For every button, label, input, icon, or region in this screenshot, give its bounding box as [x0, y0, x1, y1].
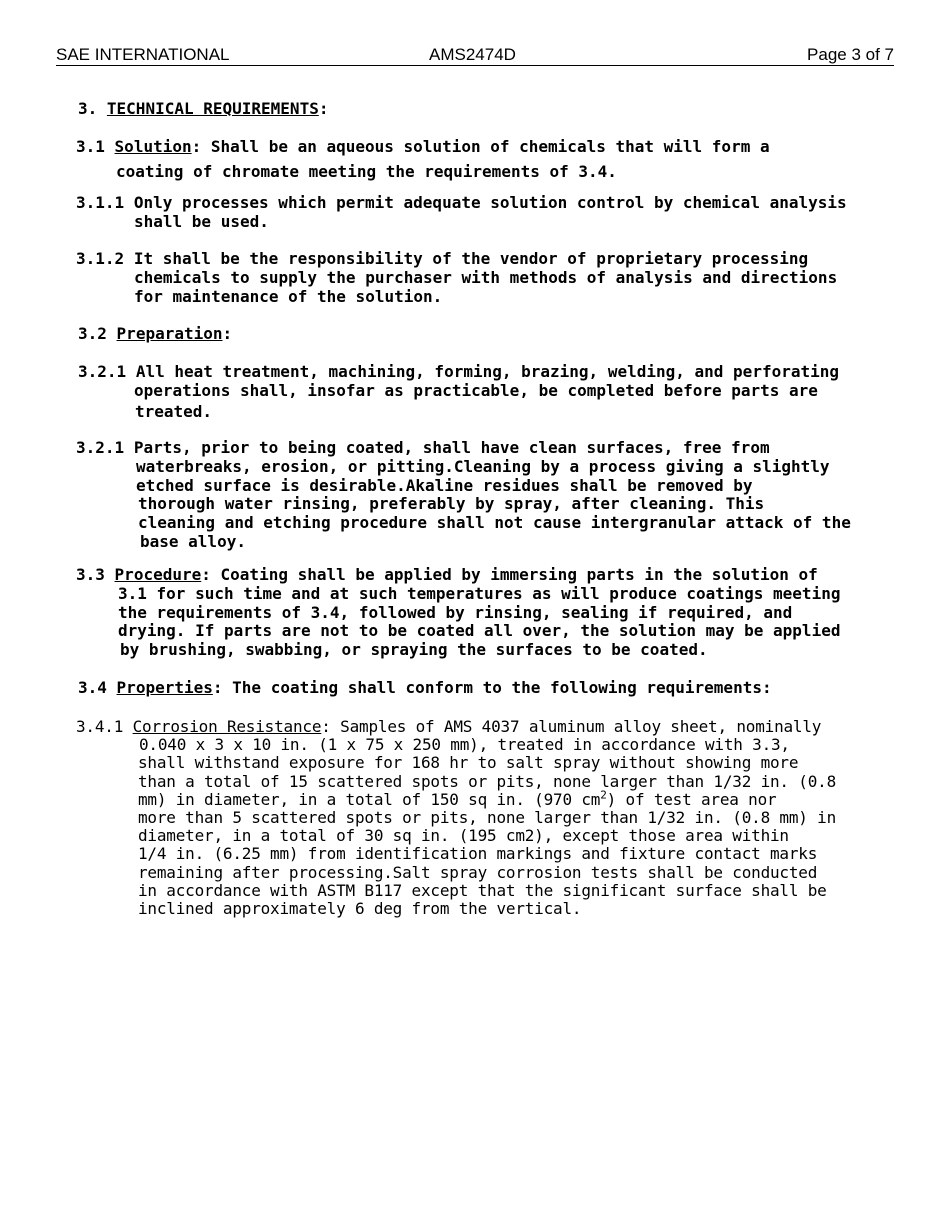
- paragraph-line: than a total of 15 scattered spots or pits, none larger than 1/32 in. (0.8: [138, 771, 837, 791]
- paragraph-line: in accordance with ASTM B117 except that the significant surface shall be: [138, 880, 827, 900]
- section-3-2-1-cleaning: [76, 439, 851, 552]
- paragraph-line: more than 5 scattered spots or pits, none larger than 1/32 in. (0.8 mm) in: [138, 808, 837, 828]
- paragraph-line: [76, 788, 836, 809]
- paragraph-line: base alloy.: [140, 531, 246, 551]
- paragraph-text: Coating shall be applied by immersing parts in the solution of: [220, 565, 818, 584]
- heading-colon: :: [191, 137, 202, 156]
- paragraph-line: shall withstand exposure for 168 hr to salt spray without showing more: [138, 753, 799, 773]
- section-title: Corrosion Resistance: [132, 717, 322, 736]
- paragraph-line: [76, 138, 770, 157]
- paragraph-line: shall be used.: [134, 211, 269, 231]
- heading-colon: :: [318, 99, 329, 118]
- section-3-4: [78, 679, 772, 698]
- paragraph-line: the requirements of 3.4, followed by rinsing, sealing if required, and: [118, 602, 793, 622]
- paragraph-text: The coating shall conform to the following requirements:: [232, 678, 772, 697]
- paragraph-line: [76, 566, 840, 585]
- paragraph-text: All heat treatment, machining, forming, brazing, welding, and perforating: [135, 362, 840, 381]
- paragraph-text: Parts, prior to being coated, shall have clean surfaces, free from: [133, 438, 770, 457]
- paragraph-line: cleaning and etching procedure shall not cause intergranular attack of the: [138, 513, 851, 533]
- paragraph-line: [76, 439, 851, 458]
- paragraph-line: [76, 718, 836, 736]
- section-number: 3.4: [78, 678, 107, 697]
- section-title: Preparation: [116, 324, 223, 343]
- section-title: Procedure: [114, 565, 202, 584]
- header-document-number: AMS2474D: [429, 45, 516, 64]
- paragraph-line: [78, 363, 839, 382]
- header-organization: SAE INTERNATIONAL: [56, 45, 230, 64]
- section-number: 3.2: [78, 324, 107, 343]
- paragraph-line: operations shall, insofar as practicable, be completed before parts are: [134, 380, 818, 400]
- section-number: 3.3: [76, 565, 105, 584]
- paragraph-text: It shall be the responsibility of the vendor of proprietary processing: [133, 249, 809, 268]
- section-number: 3.1.1: [76, 193, 125, 212]
- section-3-1-1: [76, 194, 847, 232]
- paragraph-line: for maintenance of the solution.: [134, 286, 443, 306]
- section-number: 3.4.1: [76, 717, 124, 736]
- section-3-heading: [78, 100, 328, 119]
- section-3-1: [76, 138, 770, 182]
- paragraph-line: 0.040 x 3 x 10 in. (1 x 75 x 250 mm), treated in accordance with 3.3,: [139, 735, 790, 755]
- section-title: Solution: [114, 137, 192, 156]
- section-title: TECHNICAL REQUIREMENTS: [106, 99, 319, 118]
- section-number: 3.: [78, 99, 98, 118]
- section-number: 3.2.1: [78, 362, 127, 381]
- paragraph-line: by brushing, swabbing, or spraying the surfaces to be coated.: [120, 640, 708, 660]
- paragraph-text: Samples of AMS 4037 aluminum alloy sheet, nominally: [340, 717, 822, 736]
- paragraph-line: [78, 679, 772, 698]
- paragraph-line: inclined approximately 6 deg from the vertical.: [138, 899, 582, 919]
- paragraph-line: coating of chromate meeting the requirements of 3.4.: [116, 161, 617, 181]
- section-3-1-2: [76, 250, 837, 306]
- paragraph-line: diameter, in a total of 30 sq in. (195 cm2), except those area within: [138, 826, 789, 846]
- paragraph-text: Only processes which permit adequate solution control by chemical analysis: [133, 193, 847, 212]
- heading-colon: :: [201, 565, 211, 584]
- superscript: 2: [600, 788, 607, 802]
- paragraph-line: thorough water rinsing, preferably by spray, after cleaning. This: [138, 494, 765, 514]
- paragraph-line: remaining after processing.Salt spray corrosion tests shall be conducted: [138, 862, 818, 882]
- heading-colon: :: [212, 678, 223, 697]
- section-3-4-1: [76, 718, 836, 918]
- paragraph-line: [76, 250, 837, 269]
- section-3-2-heading: [78, 325, 232, 344]
- section-number: 3.1: [76, 137, 105, 156]
- section-3-3: [76, 566, 840, 660]
- heading-colon: :: [321, 717, 331, 736]
- paragraph-text: mm) in diameter, in a total of 150 sq in. (970 cm: [138, 789, 601, 809]
- page-header: [56, 45, 894, 66]
- paragraph-line: etched surface is desirable.Akaline residues shall be removed by: [136, 475, 753, 495]
- paragraph-line: chemicals to supply the purchaser with methods of analysis and directions: [134, 267, 838, 287]
- section-number: 3.2.1: [76, 438, 125, 457]
- section-title: Properties: [116, 678, 213, 697]
- paragraph-text: Shall be an aqueous solution of chemicals that will form a: [210, 137, 770, 156]
- paragraph-line: drying. If parts are not to be coated all over, the solution may be applied: [118, 621, 841, 641]
- paragraph-text: ) of test area nor: [606, 789, 777, 809]
- paragraph-line: 1/4 in. (6.25 mm) from identification markings and fixture contact marks: [138, 844, 818, 864]
- heading-colon: :: [222, 324, 233, 343]
- section-number: 3.1.2: [76, 249, 125, 268]
- paragraph-line: 3.1 for such time and at such temperatures as will produce coatings meeting: [118, 583, 841, 603]
- header-page-number: Page 3 of 7: [807, 45, 894, 64]
- paragraph-line: waterbreaks, erosion, or pitting.Cleaning by a process giving a slightly: [136, 456, 830, 476]
- section-3-2-1-heat-treatment: [78, 363, 839, 421]
- paragraph-line: treated.: [135, 401, 213, 421]
- paragraph-line: [76, 194, 847, 213]
